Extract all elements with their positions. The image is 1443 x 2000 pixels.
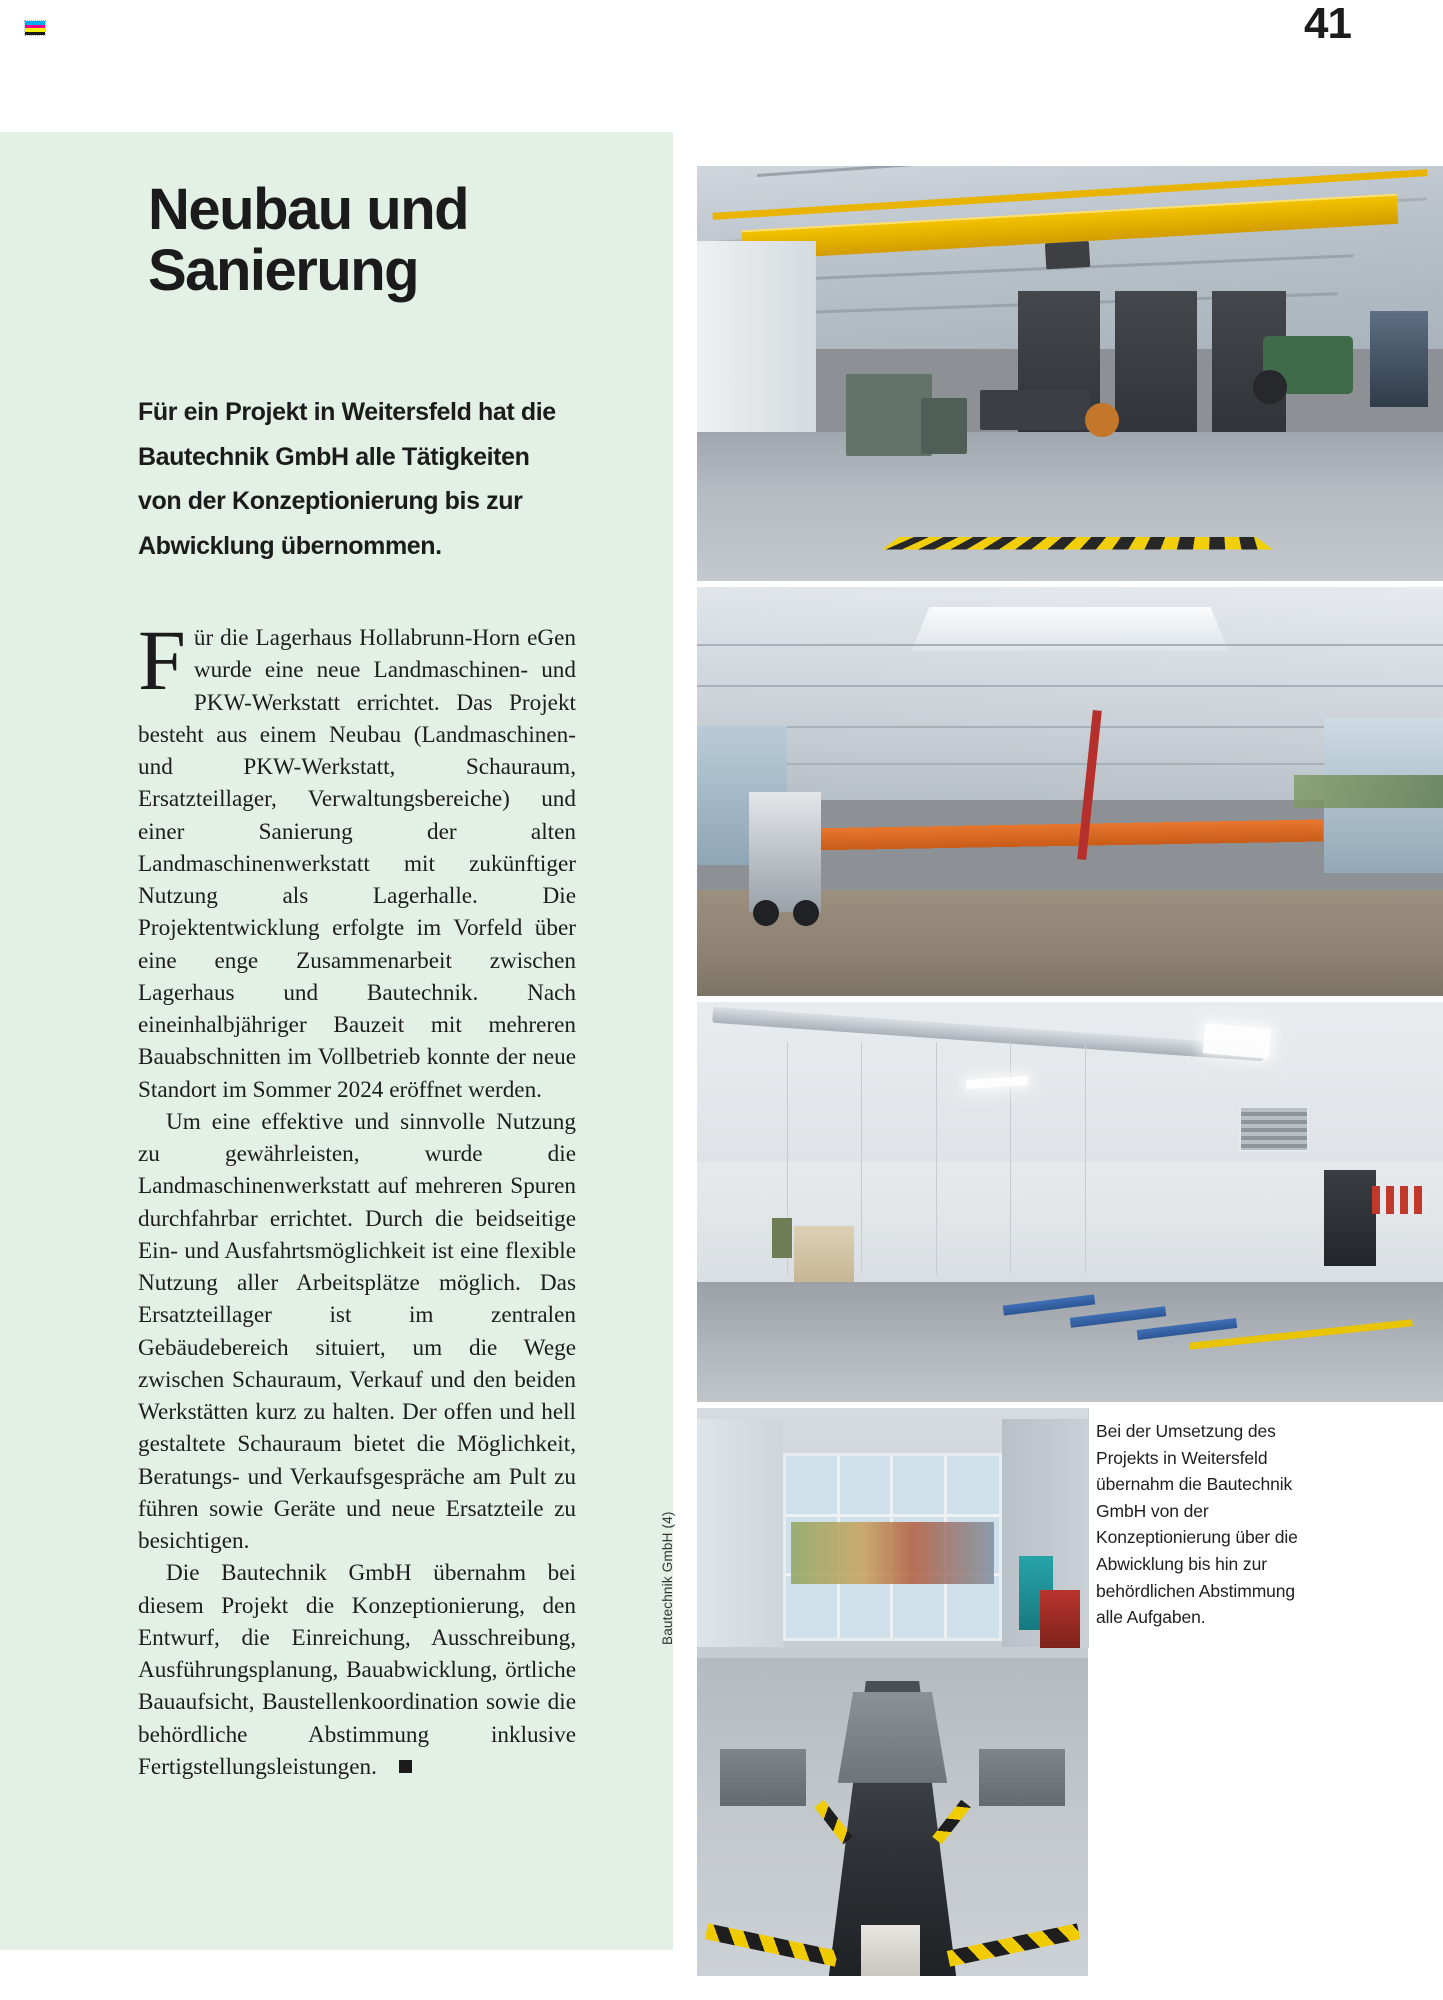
article-standfirst: Für ein Projekt in Weitersfeld hat die Bautechnik GmbH alle Tätigkeiten von der Konzeptionierung bis zur Abwicklung übernommen. bbox=[138, 398, 556, 560]
body-paragraph-2: Um eine effektive und sinnvolle Nutzung zu gewährleisten, wurde die Landmaschinenwerkstatt auf mehreren Spuren durchfahrbar errichtet. Durch die beidseitige Ein- und Ausfahrtsmöglichkeit ist eine flexible Nutzung aller Arbeitsplätze möglich. Das Ersatzteillager ist im zentralen Gebäudebereich situiert, um die Wege zwischen Schauraum, Verkauf und den beiden Werkstätten kurz zu halten. Der offen und hell gestaltete Schauraum bietet die Möglichkeit, Beratungs- und Verkaufsgespräche am Pult zu führen sowie Geräte und neue Ersatzteile zu besichtigen. bbox=[138, 1108, 576, 1554]
editorial-panel bbox=[0, 132, 673, 1950]
photo-inspection-pit bbox=[697, 1406, 1088, 1976]
end-of-article-marker bbox=[399, 1760, 412, 1773]
body-paragraph-3 bbox=[138, 1557, 576, 1783]
photo-credit: Bautechnik GmbH (4) bbox=[660, 1511, 675, 1645]
photo-workshop-crane bbox=[697, 166, 1443, 581]
photo-caption: Bei der Umsetzung des Projekts in Weitersfeld übernahm die Bautechnik GmbH von der Konzeptionierung über die Abwicklung bis hin zur behördlichen Abstimmung alle Aufgaben. bbox=[1096, 1421, 1298, 1628]
color-swatch-black bbox=[25, 32, 45, 36]
caption-divider bbox=[1088, 1408, 1089, 1648]
photo-column bbox=[697, 166, 1443, 1408]
photo-empty-hall bbox=[697, 1002, 1443, 1402]
page-number: 41 bbox=[1304, 0, 1351, 48]
article-body bbox=[138, 612, 576, 1783]
page-title: Neubau und Sanierung bbox=[148, 177, 469, 303]
body-paragraph-3-text: Die Bautechnik GmbH übernahm bei diesem Projekt die Konzeptionierung, den Entwurf, die Einreichung, Ausschreibung, Ausführungsplanung, Bauabwicklung, örtliche Bauaufsicht, Baustellenkoordination sowie die behördliche Abstimmung inklusive Fertigstellungsleistungen. bbox=[138, 1560, 576, 1780]
cmyk-color-bar-icon bbox=[24, 20, 46, 36]
body-paragraph-1: Für die Lagerhaus Hollabrunn-Horn eGen wurde eine neue Landmaschinen- und PKW-Werkstatt errichtet. Das Projekt besteht aus einem Neubau (Landmaschinen- und PKW-Werkstatt, Schauraum, Ersatzteillager, Verwaltungsbereiche) und einer Sanierung der alten Landmaschinenwerkstatt mit zukünftiger Nutzung als Lagerhalle. Die Projektentwicklung erfolgte im Vorfeld über eine enge Zusammenarbeit zwischen Lagerhaus und Bautechnik. Nach eineinhalbjähriger Bauzeit mit mehreren Bauabschnitten im Vollbetrieb konnte der neue Standort im Sommer 2024 eröffnet werden. bbox=[138, 612, 576, 1103]
photo-hall-construction bbox=[697, 587, 1443, 996]
